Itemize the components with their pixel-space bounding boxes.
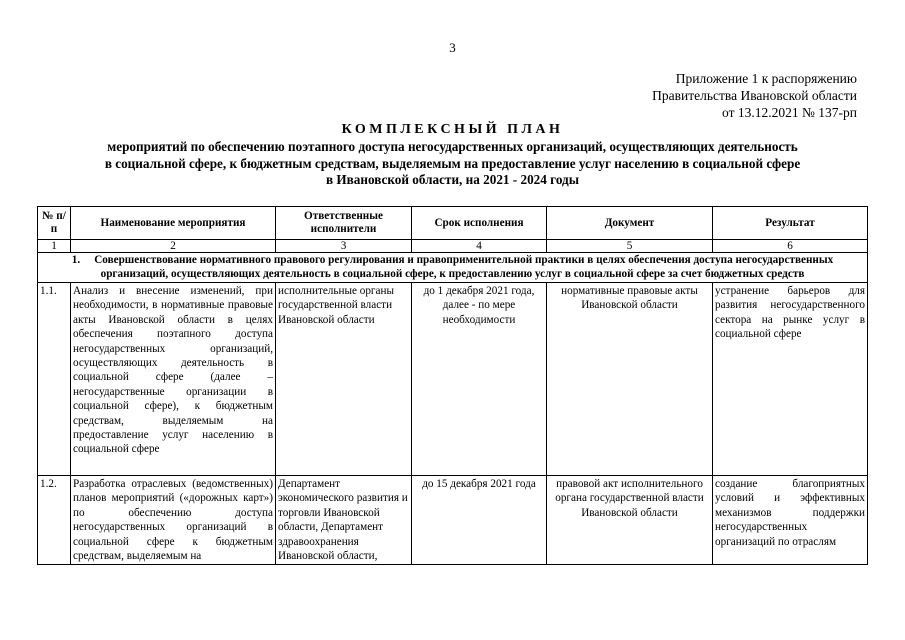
- header-deadline: Срок исполнения: [412, 207, 547, 240]
- row-deadline: до 1 декабря 2021 года, далее - по мере необходимости: [412, 283, 547, 476]
- row-name: Анализ и внесение изменений, при необходимости, в нормативные правовые акты Ивановской области в целях обеспечения поэтапного доступа негосударственных организаций, осуществляющих деятельность в социальной сфере (далее – негосударственные организации в социальной сфере), к бюджетным средствам, выделяемым на предоставление услуг населению в социальной сфере: [71, 283, 276, 476]
- header-name: Наименование мероприятия: [71, 207, 276, 240]
- header-result: Результат: [713, 207, 868, 240]
- row-executors: исполнительные органы государственной власти Ивановской области: [276, 283, 412, 476]
- header-row: [38, 207, 868, 240]
- page-number: 3: [449, 40, 456, 55]
- subtitle-line-2: в социальной сфере, к бюджетным средствам, выделяемым на предоставление услуг населению в социальной сфере: [104, 155, 801, 171]
- appendix-line-1: Приложение 1 к распоряжению: [675, 71, 857, 86]
- col-number: 6: [713, 240, 868, 253]
- header-document: Документ: [547, 207, 713, 240]
- subtitle-line-3: в Ивановской области, на 2021 - 2024 годы: [325, 172, 580, 187]
- section-number: 1.: [71, 254, 81, 266]
- row-name: Разработка отраслевых (ведомственных) планов мероприятий («дорожных карт») по обеспечению доступа негосударственных организаций в социальной сфере к бюджетным средствам, выделяемым на: [71, 476, 276, 565]
- row-num: 1.1.: [38, 283, 71, 476]
- row-deadline: до 15 декабря 2021 года: [412, 476, 547, 565]
- row-result: устранение барьеров для развития негосударственного сектора на рынке услуг в социальной сфере: [713, 283, 868, 476]
- table-row: [38, 283, 868, 476]
- row-document: нормативные правовые акты Ивановской области: [547, 283, 713, 476]
- appendix-line-2: Правительства Ивановской области: [652, 88, 857, 103]
- row-result: создание благоприятных условий и эффективных механизмов поддержки негосударственных организаций по отраслям: [713, 476, 868, 565]
- row-document: правовой акт исполнительного органа государственной власти Ивановской области: [547, 476, 713, 565]
- col-number: 1: [38, 240, 71, 253]
- document-subtitle: [40, 139, 865, 189]
- plan-table: [37, 206, 868, 565]
- section-row: [38, 253, 868, 283]
- row-executors: Департамент экономического развития и торговли Ивановской области, Департамент здравоохранения Ивановской области,: [276, 476, 412, 565]
- col-number: 3: [276, 240, 412, 253]
- document-title: КОМПЛЕКСНЫЙ ПЛАН: [341, 122, 564, 137]
- col-number: 2: [71, 240, 276, 253]
- col-number: 5: [547, 240, 713, 253]
- section-text: Совершенствование нормативного правового регулирования и правоприменительной практики в целях обеспечения доступа негосударственных организаций, осуществляющих деятельность в социальной сфере, к предоставлению услуг в социальной сфере за счет бюджетных средств: [94, 254, 834, 280]
- table-row: [38, 476, 868, 565]
- appendix-block: [652, 70, 857, 121]
- col-number: 4: [412, 240, 547, 253]
- section-1-heading: [38, 253, 868, 283]
- header-num: № п/п: [38, 207, 71, 240]
- subtitle-line-1: мероприятий по обеспечению поэтапного доступа негосударственных организаций, осуществляющих деятельность: [107, 139, 798, 154]
- header-executors: Ответственные исполнители: [276, 207, 412, 240]
- appendix-line-3: от 13.12.2021 № 137-рп: [722, 105, 857, 120]
- column-number-row: [38, 240, 868, 253]
- row-num: 1.2.: [38, 476, 71, 565]
